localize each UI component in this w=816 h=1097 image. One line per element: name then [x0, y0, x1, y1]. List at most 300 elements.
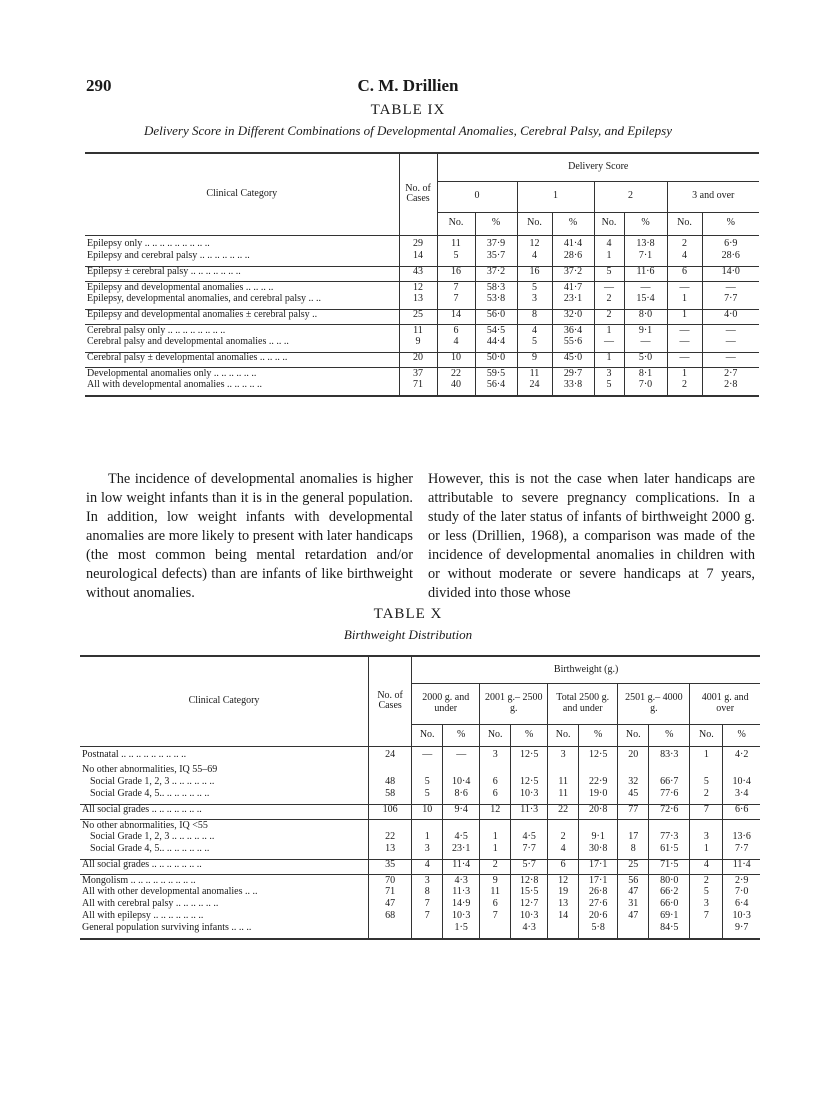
count-cell: 6: [480, 777, 511, 789]
cases-cell: 25: [399, 309, 437, 321]
percent-cell: 15·5: [511, 887, 548, 899]
percent-cell: 4·2: [723, 750, 760, 762]
table-group-label: [80, 765, 760, 777]
cases-cell: 71: [399, 380, 437, 392]
count-cell: 2: [548, 832, 579, 844]
percent-cell: 55·6: [552, 337, 594, 349]
count-cell: 3: [412, 875, 443, 887]
table-row: [80, 844, 760, 856]
percent-cell: 50·0: [475, 352, 517, 364]
count-cell: 8: [618, 844, 649, 856]
count-cell: 1: [667, 368, 702, 380]
count-cell: 2: [690, 789, 723, 801]
percent-cell: —: [702, 337, 759, 349]
row-label: Social Grade 1, 2, 3 .. .. .. .. .. ..: [90, 776, 215, 788]
percent-cell: 54·5: [475, 325, 517, 337]
table-row: [85, 282, 759, 294]
count-cell: 14: [548, 911, 579, 923]
cases-cell: 29: [399, 239, 437, 251]
table9: [85, 152, 759, 397]
cases-cell: 71: [368, 887, 411, 899]
count-cell: 13: [548, 899, 579, 911]
table-row: [80, 777, 760, 789]
count-cell: 17: [618, 832, 649, 844]
count-cell: 3: [548, 750, 579, 762]
count-cell: 4: [437, 337, 475, 349]
percent-cell: 5·8: [579, 923, 618, 935]
table10-pct-label: %: [443, 724, 480, 746]
page-number: 290: [86, 76, 112, 95]
percent-cell: 11·4: [443, 859, 480, 871]
table-row: [85, 294, 759, 306]
row-label: Social Grade 4, 5.. .. .. .. .. .. ..: [90, 843, 210, 855]
row-label: Epilepsy only .. .. .. .. .. .. .. .. ..: [87, 238, 210, 250]
row-label: All with epilepsy .. .. .. .. .. .. ..: [82, 910, 204, 922]
table-row: [80, 899, 760, 911]
cases-cell: 35: [368, 859, 411, 871]
percent-cell: 53·8: [475, 294, 517, 306]
empty-cell: [511, 820, 548, 832]
percent-cell: 6·6: [723, 804, 760, 816]
table-row: [85, 352, 759, 364]
row-label: Mongolism .. .. .. .. .. .. .. .. ..: [82, 874, 196, 886]
percent-cell: 11·6: [624, 266, 667, 278]
percent-cell: 9·7: [723, 923, 760, 935]
row-label: Postnatal .. .. .. .. .. .. .. .. ..: [82, 749, 187, 761]
count-cell: 47: [618, 887, 649, 899]
count-cell: —: [667, 337, 702, 349]
row-label: All social grades .. .. .. .. .. .. ..: [82, 804, 202, 815]
percent-cell: 10·3: [723, 911, 760, 923]
count-cell: 4: [548, 844, 579, 856]
empty-cell: [579, 765, 618, 777]
table10-title: Birthweight Distribution: [343, 627, 473, 642]
cases-cell: 11: [399, 325, 437, 337]
percent-cell: 28·6: [552, 251, 594, 263]
count-cell: 1: [594, 352, 624, 364]
table10-group-4: 4001 g. and over: [690, 683, 760, 724]
table10-group-2: Total 2500 g. and under: [548, 683, 618, 724]
count-cell: 3: [480, 750, 511, 762]
percent-cell: 37·2: [552, 266, 594, 278]
table-row: [80, 875, 760, 887]
table9-header-category: Clinical Category: [206, 188, 278, 199]
count-cell: 5: [690, 887, 723, 899]
percent-cell: 66·2: [649, 887, 690, 899]
count-cell: 3: [594, 368, 624, 380]
count-cell: —: [594, 282, 624, 294]
count-cell: 11: [548, 789, 579, 801]
count-cell: 56: [618, 875, 649, 887]
count-cell: 1: [594, 251, 624, 263]
count-cell: [412, 923, 443, 935]
count-cell: 22: [437, 368, 475, 380]
percent-cell: 12·5: [511, 777, 548, 789]
percent-cell: 2·8: [702, 380, 759, 392]
row-label: General population surviving infants .. .. ..: [82, 922, 252, 934]
table10-body: [80, 746, 760, 939]
percent-cell: 69·1: [649, 911, 690, 923]
percent-cell: 6·4: [723, 899, 760, 911]
percent-cell: —: [624, 337, 667, 349]
cases-cell: 22: [368, 832, 411, 844]
count-cell: 2: [480, 859, 511, 871]
table9-pct-label: %: [702, 212, 759, 235]
table-row: [80, 923, 760, 935]
cases-cell: 47: [368, 899, 411, 911]
table9-no-label: No.: [667, 212, 702, 235]
count-cell: 9: [517, 352, 552, 364]
percent-cell: 9·1: [579, 832, 618, 844]
count-cell: 11: [517, 368, 552, 380]
row-label: All with developmental anomalies .. .. .. .. ..: [87, 379, 262, 391]
percent-cell: 5·0: [624, 352, 667, 364]
cases-cell: 12: [399, 282, 437, 294]
count-cell: 6: [480, 789, 511, 801]
body-text-left: [86, 470, 413, 603]
table9-group-2: 2: [594, 181, 667, 212]
count-cell: 16: [517, 266, 552, 278]
row-label: Cerebral palsy ± developmental anomalies .. .. .. ..: [87, 352, 288, 363]
percent-cell: 30·8: [579, 844, 618, 856]
count-cell: 32: [618, 777, 649, 789]
percent-cell: 32·0: [552, 309, 594, 321]
count-cell: 24: [517, 380, 552, 392]
percent-cell: 8·6: [443, 789, 480, 801]
empty-cell: [511, 765, 548, 777]
table10-pct-label: %: [649, 724, 690, 746]
percent-cell: 4·0: [702, 309, 759, 321]
count-cell: [480, 923, 511, 935]
table10-header-cases: No. of Cases: [368, 656, 411, 746]
percent-cell: 84·5: [649, 923, 690, 935]
table10-group-0: 2000 g. and under: [412, 683, 480, 724]
count-cell: 12: [480, 804, 511, 816]
table9-title: Delivery Score in Different Combinations of Developmental Anomalies, Cerebral Palsy, and Epilepsy: [144, 123, 672, 138]
count-cell: 12: [517, 239, 552, 251]
percent-cell: 26·8: [579, 887, 618, 899]
table10-pct-label: %: [511, 724, 548, 746]
percent-cell: 15·4: [624, 294, 667, 306]
percent-cell: 45·0: [552, 352, 594, 364]
count-cell: 3: [517, 294, 552, 306]
row-label: Social Grade 1, 2, 3 .. .. .. .. .. ..: [90, 831, 215, 843]
percent-cell: 27·6: [579, 899, 618, 911]
percent-cell: 77·6: [649, 789, 690, 801]
table9-group-0: 0: [437, 181, 517, 212]
count-cell: 25: [618, 859, 649, 871]
count-cell: 1: [480, 832, 511, 844]
percent-cell: 41·4: [552, 239, 594, 251]
body-text-right: [428, 470, 755, 603]
table9-no-label: No.: [437, 212, 475, 235]
percent-cell: 19·0: [579, 789, 618, 801]
empty-cell: [548, 820, 579, 832]
percent-cell: 14·0: [702, 266, 759, 278]
count-cell: 2: [690, 875, 723, 887]
row-label: Epilepsy, developmental anomalies, and cerebral palsy .. ..: [87, 293, 321, 305]
table-row: [80, 859, 760, 871]
count-cell: 19: [548, 887, 579, 899]
percent-cell: 10·4: [723, 777, 760, 789]
empty-cell: [618, 820, 649, 832]
table10-group-1: 2001 g.– 2500 g.: [480, 683, 548, 724]
table-row: [80, 804, 760, 816]
table-row: [85, 325, 759, 337]
count-cell: 16: [437, 266, 475, 278]
cases-cell: 9: [399, 337, 437, 349]
percent-cell: 7·7: [511, 844, 548, 856]
percent-cell: 29·7: [552, 368, 594, 380]
count-cell: 5: [412, 777, 443, 789]
count-cell: 12: [548, 875, 579, 887]
count-cell: 45: [618, 789, 649, 801]
table9-no-label: No.: [594, 212, 624, 235]
row-label: Epilepsy and developmental anomalies .. .. .. ..: [87, 281, 274, 293]
count-cell: 14: [437, 309, 475, 321]
percent-cell: 1·5: [443, 923, 480, 935]
table-row: [85, 337, 759, 349]
table10-no-label: No.: [548, 724, 579, 746]
row-label: Social Grade 4, 5.. .. .. .. .. .. ..: [90, 788, 210, 800]
table9-header-cases: No. of Cases: [399, 153, 437, 235]
row-label: All social grades .. .. .. .. .. .. ..: [82, 859, 202, 870]
empty-cell: [618, 765, 649, 777]
cases-cell: [368, 923, 411, 935]
percent-cell: 14·9: [443, 899, 480, 911]
paragraph: However, this is not the case when later handicaps are attributable to severe pregnancy complications. In a study of the later status of infants of birthweight 2000 g. or less (Drillien, 1968), a comparison was made of the incidence of developmental anomalies in children with or without moderate or severe handicaps at 7 years, divided into those whose: [428, 471, 755, 601]
row-label: Epilepsy and developmental anomalies ± cerebral palsy ..: [87, 309, 318, 320]
table9-pct-label: %: [475, 212, 517, 235]
table10-no-label: No.: [412, 724, 443, 746]
count-cell: 7: [412, 911, 443, 923]
running-head-author: C. M. Drillien: [357, 76, 459, 95]
count-cell: 1: [690, 750, 723, 762]
percent-cell: 20·6: [579, 911, 618, 923]
count-cell: 3: [690, 832, 723, 844]
table-row: [85, 309, 759, 321]
empty-cell: [412, 820, 443, 832]
percent-cell: 33·8: [552, 380, 594, 392]
percent-cell: 56·4: [475, 380, 517, 392]
percent-cell: 23·1: [443, 844, 480, 856]
percent-cell: 2·9: [723, 875, 760, 887]
count-cell: 40: [437, 380, 475, 392]
count-cell: 4: [667, 251, 702, 263]
count-cell: 7: [437, 294, 475, 306]
count-cell: 5: [690, 777, 723, 789]
count-cell: 1: [594, 325, 624, 337]
percent-cell: 28·6: [702, 251, 759, 263]
table10-no-label: No.: [690, 724, 723, 746]
percent-cell: 35·7: [475, 251, 517, 263]
percent-cell: 10·3: [511, 911, 548, 923]
count-cell: [690, 923, 723, 935]
table-row: [85, 239, 759, 251]
count-cell: 8: [517, 309, 552, 321]
group-label: No other abnormalities, IQ <55: [82, 819, 208, 831]
empty-cell: [723, 820, 760, 832]
percent-cell: —: [624, 282, 667, 294]
percent-cell: 36·4: [552, 325, 594, 337]
percent-cell: 58·3: [475, 282, 517, 294]
cases-cell: 13: [399, 294, 437, 306]
row-label: All with other developmental anomalies .. ..: [82, 886, 258, 898]
percent-cell: 7·0: [723, 887, 760, 899]
count-cell: —: [594, 337, 624, 349]
percent-cell: 8·0: [624, 309, 667, 321]
table10-header-category: Clinical Category: [188, 695, 260, 706]
count-cell: —: [412, 750, 443, 762]
empty-cell: [579, 820, 618, 832]
empty-cell: [412, 765, 443, 777]
count-cell: 6: [480, 899, 511, 911]
percent-cell: 11·4: [723, 859, 760, 871]
count-cell: 4: [412, 859, 443, 871]
count-cell: 6: [667, 266, 702, 278]
table10-pct-label: %: [723, 724, 760, 746]
percent-cell: —: [702, 282, 759, 294]
table-row: [80, 887, 760, 899]
percent-cell: 7·0: [624, 380, 667, 392]
table9-header-group: Delivery Score: [437, 153, 759, 181]
percent-cell: 80·0: [649, 875, 690, 887]
percent-cell: 72·6: [649, 804, 690, 816]
row-label: Developmental anomalies only .. .. .. .. .. ..: [87, 367, 257, 379]
count-cell: 11: [548, 777, 579, 789]
count-cell: 3: [412, 844, 443, 856]
empty-cell: [690, 820, 723, 832]
percent-cell: 56·0: [475, 309, 517, 321]
percent-cell: 41·7: [552, 282, 594, 294]
empty-cell: [690, 765, 723, 777]
table10-no-label: No.: [618, 724, 649, 746]
count-cell: 2: [594, 309, 624, 321]
percent-cell: 59·5: [475, 368, 517, 380]
percent-cell: 17·1: [579, 875, 618, 887]
percent-cell: 61·5: [649, 844, 690, 856]
group-label: No other abnormalities, IQ 55–69: [82, 764, 218, 776]
percent-cell: 7·7: [702, 294, 759, 306]
percent-cell: 10·4: [443, 777, 480, 789]
percent-cell: —: [702, 352, 759, 364]
paragraph: The incidence of developmental anomalies is higher in low weight infants than it is in the general population. In addition, low weight infants with developmental anomalies are more likely to present with later handicaps (the most common being mental retardation and/or neurological defects) than are infants of like birthweight without anomalies.: [86, 471, 413, 601]
percent-cell: 44·4: [475, 337, 517, 349]
count-cell: 1: [690, 844, 723, 856]
empty-cell: [443, 765, 480, 777]
empty-cell: [723, 765, 760, 777]
table9-caption: TABLE IX: [370, 102, 446, 118]
count-cell: 31: [618, 899, 649, 911]
count-cell: —: [667, 325, 702, 337]
count-cell: 1: [480, 844, 511, 856]
percent-cell: 10·3: [443, 911, 480, 923]
cases-cell: 68: [368, 911, 411, 923]
count-cell: 11: [437, 239, 475, 251]
count-cell: 4: [517, 251, 552, 263]
percent-cell: 37·2: [475, 266, 517, 278]
percent-cell: 23·1: [552, 294, 594, 306]
cases-cell: 20: [399, 352, 437, 364]
row-label: All with cerebral palsy .. .. .. .. .. ..: [82, 898, 219, 910]
percent-cell: 3·4: [723, 789, 760, 801]
percent-cell: 8·1: [624, 368, 667, 380]
empty-cell: [480, 765, 511, 777]
cases-cell: 43: [399, 266, 437, 278]
count-cell: 2: [667, 239, 702, 251]
count-cell: 6: [548, 859, 579, 871]
table9-pct-label: %: [624, 212, 667, 235]
count-cell: 47: [618, 911, 649, 923]
percent-cell: 20·8: [579, 804, 618, 816]
count-cell: [548, 923, 579, 935]
count-cell: 5: [412, 789, 443, 801]
count-cell: 5: [594, 266, 624, 278]
table-row: [85, 251, 759, 263]
count-cell: 5: [437, 251, 475, 263]
table-row: [80, 911, 760, 923]
row-label: Cerebral palsy and developmental anomalies .. .. ..: [87, 336, 289, 348]
percent-cell: 4·3: [443, 875, 480, 887]
count-cell: 5: [594, 380, 624, 392]
percent-cell: 12·5: [579, 750, 618, 762]
count-cell: —: [667, 352, 702, 364]
cases-cell: 106: [368, 804, 411, 816]
table-row: [85, 380, 759, 392]
count-cell: 7: [690, 911, 723, 923]
table-row: [85, 266, 759, 278]
count-cell: 11: [480, 887, 511, 899]
cases-cell: 13: [368, 844, 411, 856]
percent-cell: 5·7: [511, 859, 548, 871]
cases-cell: 58: [368, 789, 411, 801]
cases-cell: 37: [399, 368, 437, 380]
count-cell: 5: [517, 337, 552, 349]
percent-cell: 6·9: [702, 239, 759, 251]
percent-cell: 77·3: [649, 832, 690, 844]
table9-pct-label: %: [552, 212, 594, 235]
percent-cell: 22·9: [579, 777, 618, 789]
empty-cell: [548, 765, 579, 777]
count-cell: 4: [517, 325, 552, 337]
count-cell: [618, 923, 649, 935]
count-cell: 4: [690, 859, 723, 871]
count-cell: 22: [548, 804, 579, 816]
percent-cell: 17·1: [579, 859, 618, 871]
percent-cell: 9·4: [443, 804, 480, 816]
count-cell: 3: [690, 899, 723, 911]
table-row: [80, 832, 760, 844]
empty-cell: [649, 765, 690, 777]
table-group-label: [80, 820, 760, 832]
percent-cell: 12·8: [511, 875, 548, 887]
percent-cell: 7·7: [723, 844, 760, 856]
count-cell: 1: [667, 294, 702, 306]
cases-cell: 70: [368, 875, 411, 887]
table9-group-3: 3 and over: [667, 181, 759, 212]
table10-header-group: Birthweight (g.): [412, 656, 760, 683]
count-cell: 5: [517, 282, 552, 294]
empty-cell: [443, 820, 480, 832]
table9-no-label: No.: [517, 212, 552, 235]
table-row: [80, 789, 760, 801]
percent-cell: 12·7: [511, 899, 548, 911]
empty-cell: [368, 820, 411, 832]
row-label: Epilepsy ± cerebral palsy .. .. .. .. .. .. ..: [87, 266, 241, 277]
percent-cell: 4·5: [511, 832, 548, 844]
count-cell: 7: [690, 804, 723, 816]
count-cell: 8: [412, 887, 443, 899]
